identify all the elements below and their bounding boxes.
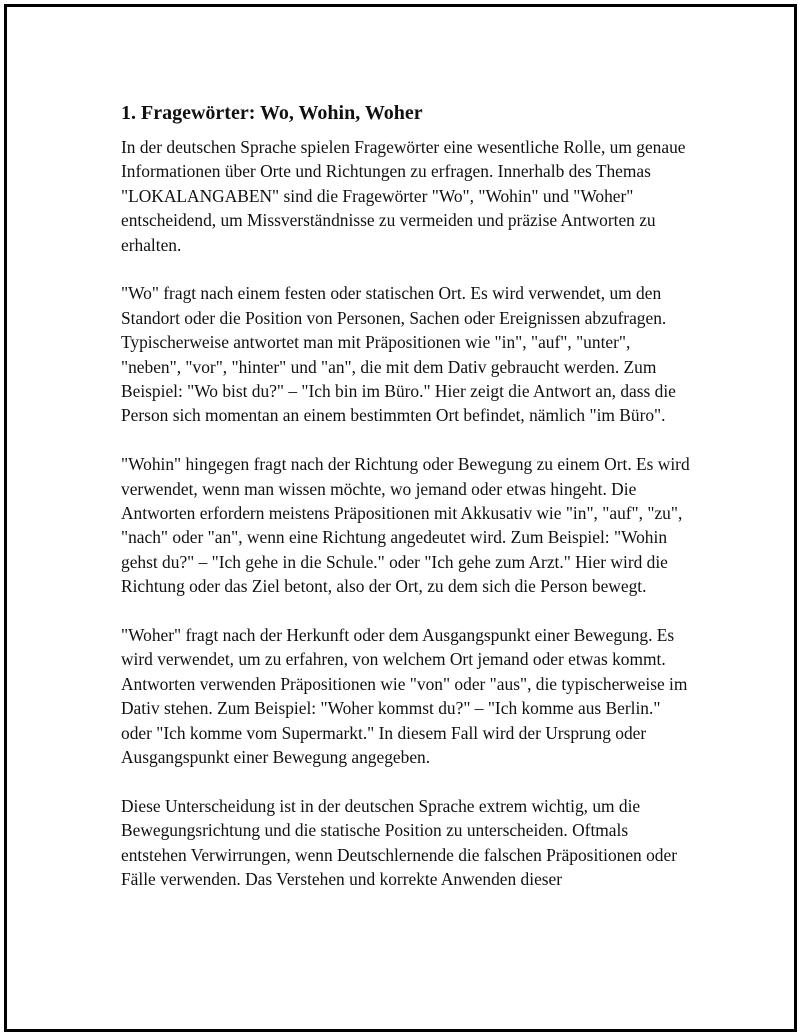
paragraph-intro: In der deutschen Sprache spielen Fragewörter eine wesentliche Rolle, um genaue Informationen über Orte und Richtungen zu erfragen. Innerhalb des Themas "LOKALANGABEN" sind die Fragewörter "Wo", "Wohin" und "Woher" entscheidend, um Missverständnisse zu vermeiden und präzise Antworten zu erhalten.: [121, 137, 686, 255]
paragraph-wohin: "Wohin" hingegen fragt nach der Richtung oder Bewegung zu einem Ort. Es wird verwendet, wenn man wissen möchte, wo jemand oder etwas hingeht. Die Antworten erfordern meistens Präpositionen mit Akkusativ wie "in", "auf", "zu", "nach" oder "an", wenn eine Richtung angedeutet wird. Zum Beispiel: "Wohin gehst du?" – "Ich gehe in die Schule." oder "Ich gehe zum Arzt." Hier wird die Richtung oder das Ziel betont, also der Ort, zu dem sich die Person bewegt.: [121, 454, 690, 597]
document-body: [121, 100, 693, 916]
paragraph-wo: "Wo" fragt nach einem festen oder statischen Ort. Es wird verwendet, um den Standort oder die Position von Personen, Sachen oder Ereignissen abzufragen. Typischerweise antwortet man mit Präpositionen wie "in", "auf", "unter", "neben", "vor", "hinter" und "an", die mit dem Dativ gebraucht werden. Zum Beispiel: "Wo bist du?" – "Ich bin im Büro." Hier zeigt die Antwort an, dass die Person sich momentan an einem bestimmten Ort befindet, nämlich "im Büro".: [121, 283, 676, 426]
paragraph-woher: "Woher" fragt nach der Herkunft oder dem Ausgangspunkt einer Bewegung. Es wird verwendet, um zu erfahren, von welchem Ort jemand oder etwas kommt. Antworten verwenden Präpositionen wie "von" oder "aus", die typischerweise im Dativ stehen. Zum Beispiel: "Woher kommst du?" – "Ich komme aus Berlin." oder "Ich komme vom Supermarkt." In diesem Fall wird der Ursprung oder Ausgangspunkt einer Bewegung angegeben.: [121, 625, 688, 768]
section-heading: 1. Fragewörter: Wo, Wohin, Woher: [121, 102, 423, 124]
paragraph-conclusion: Diese Unterscheidung ist in der deutschen Sprache extrem wichtig, um die Bewegungsrichtung und die statische Position zu unterscheiden. Oftmals entstehen Verwirrungen, wenn Deutschlernende die falschen Präpositionen oder Fälle verwenden. Das Verstehen und korrekte Anwenden dieser: [121, 795, 677, 890]
page-frame: [4, 4, 797, 1032]
